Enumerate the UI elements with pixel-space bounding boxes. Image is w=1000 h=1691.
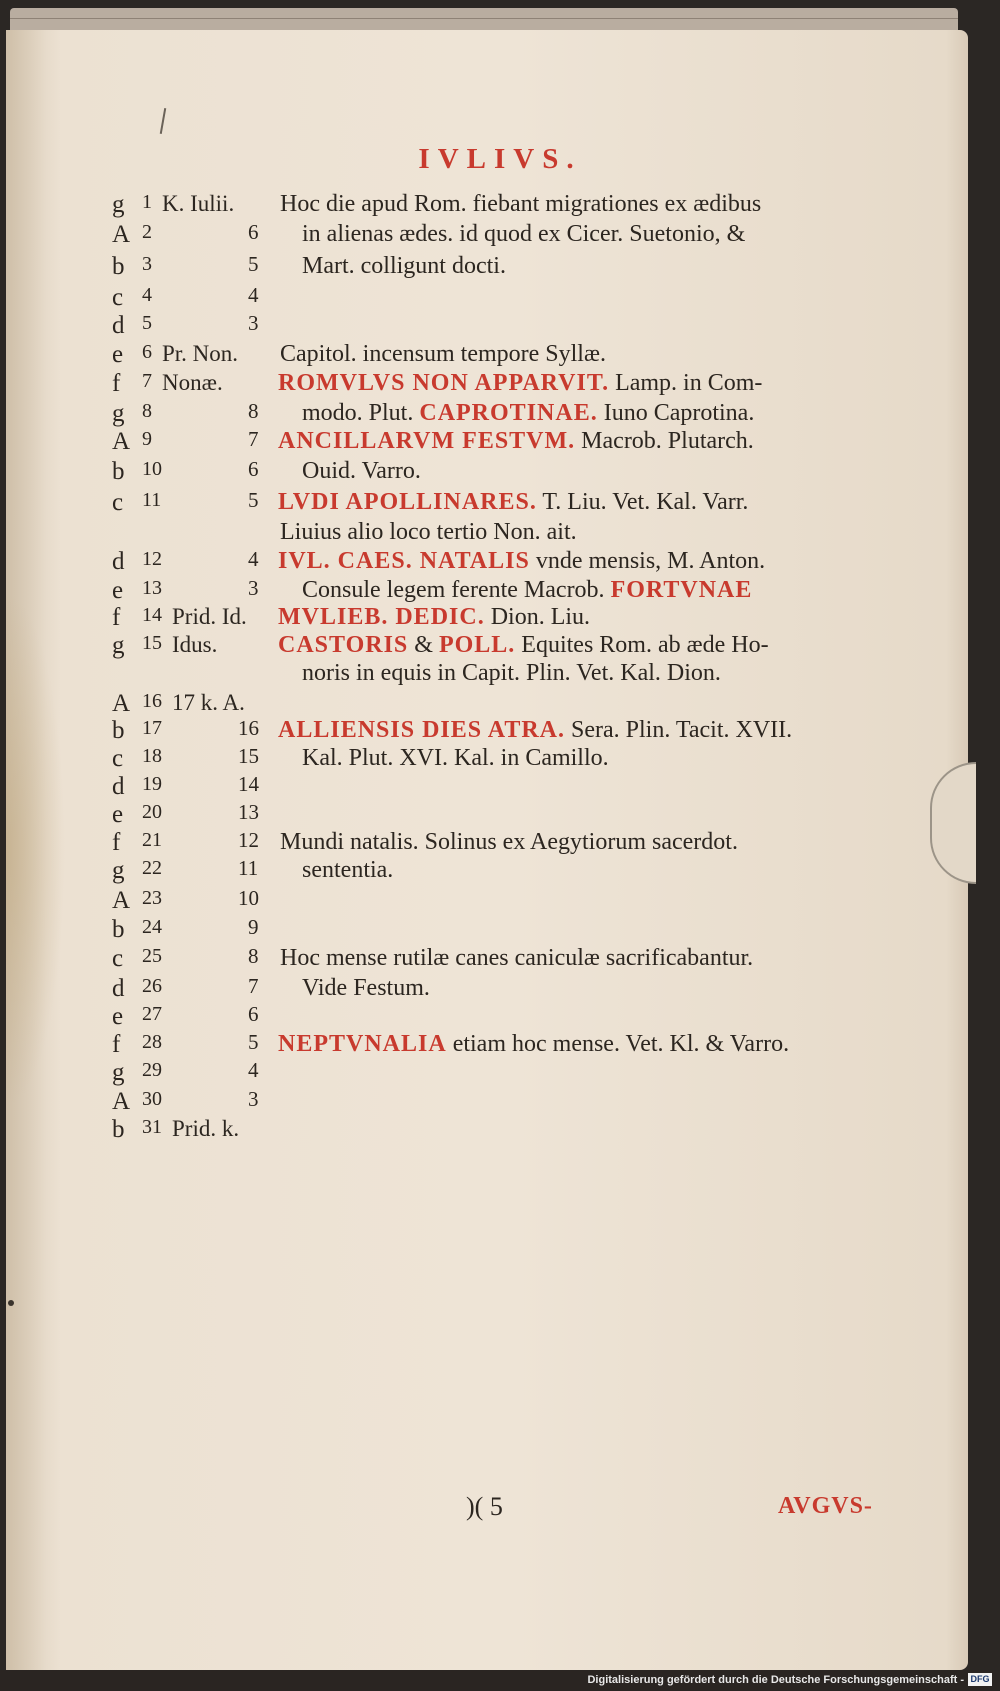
dominical-letter: g xyxy=(112,1059,125,1086)
dominical-letter: e xyxy=(112,577,124,604)
day-number: 23 xyxy=(142,887,162,909)
dominical-letter: b xyxy=(112,458,125,485)
entry-segment: Equites Rom. ab æde Ho- xyxy=(515,632,769,658)
roman-date: Idus. xyxy=(172,632,218,657)
roman-date: 16 xyxy=(238,716,259,740)
digitization-credit: Digitalisierung gefördert durch die Deutsche Forschungsgemeinschaft - xyxy=(587,1674,964,1686)
rubric-text: CAPROTINAE. xyxy=(419,400,598,426)
paper-stain xyxy=(6,590,66,1110)
dominical-letter: f xyxy=(112,604,121,631)
dominical-letter: g xyxy=(112,191,125,218)
roman-date: 13 xyxy=(238,800,259,824)
entry-text xyxy=(280,520,577,544)
entry-text xyxy=(280,192,761,216)
roman-date: K. Iulii. xyxy=(162,191,235,216)
entry-segment: T. Liu. Vet. Kal. Varr. xyxy=(536,489,749,515)
roman-date: Pr. Non. xyxy=(162,341,239,366)
entry-segment: modo. Plut. xyxy=(302,400,420,426)
roman-date: 14 xyxy=(238,772,259,796)
dominical-letter: e xyxy=(112,801,124,828)
ink-spot xyxy=(8,1300,14,1306)
roman-date: 3 xyxy=(248,576,259,600)
day-number: 30 xyxy=(142,1088,162,1110)
roman-date: 6 xyxy=(248,220,259,244)
rubric-text: CASTORIS xyxy=(278,632,409,658)
entry-segment: Macrob. Plutarch. xyxy=(575,428,754,454)
entry-text xyxy=(302,661,721,685)
day-number: 24 xyxy=(142,916,162,938)
day-number: 6 xyxy=(142,341,152,363)
roman-date: 15 xyxy=(238,744,259,768)
day-number: 5 xyxy=(142,312,152,334)
entry-text xyxy=(302,401,754,425)
roman-date: 7 xyxy=(248,427,259,451)
rubric-text: FORTVNAE xyxy=(610,577,753,603)
dominical-letter: A xyxy=(112,221,131,248)
dominical-letter: f xyxy=(112,1031,121,1058)
day-number: 11 xyxy=(142,489,162,511)
day-number: 8 xyxy=(142,400,152,422)
dfg-logo: DFG xyxy=(968,1673,992,1686)
catchword: AVGVS- xyxy=(778,1493,873,1519)
entry-segment: Liuius alio loco tertio Non. ait. xyxy=(280,519,577,545)
entry-segment: Ouid. Varro. xyxy=(302,458,421,484)
entry-text xyxy=(302,578,752,602)
entry-segment: Sera. Plin. Tacit. XVII. xyxy=(565,717,793,743)
day-number: 1 xyxy=(142,191,152,213)
entry-text xyxy=(278,605,590,629)
entry-text xyxy=(278,549,765,573)
entry-segment: Mart. colligunt docti. xyxy=(302,253,506,279)
roman-date: 4 xyxy=(248,283,259,307)
roman-date: 8 xyxy=(248,944,259,968)
entry-segment: Dion. Liu. xyxy=(484,604,591,630)
entry-segment: sententia. xyxy=(302,857,394,883)
entry-segment: etiam hoc mense. Vet. Kl. & Varro. xyxy=(446,1031,790,1057)
dominical-letter: d xyxy=(112,975,125,1002)
roman-date: 4 xyxy=(248,1058,259,1082)
entry-text xyxy=(278,429,754,453)
roman-date: 5 xyxy=(248,488,259,512)
roman-date: 17 k. A. xyxy=(172,690,245,715)
entry-segment: Iuno Caprotina. xyxy=(597,400,755,426)
roman-date: 11 xyxy=(238,856,259,880)
day-number: 15 xyxy=(142,632,162,654)
day-number: 22 xyxy=(142,857,162,879)
roman-date: 12 xyxy=(238,828,259,852)
entry-segment: Mundi natalis. Solinus ex Aegytiorum sacerdot. xyxy=(280,829,738,855)
entry-segment: & xyxy=(408,632,439,658)
dominical-letter: b xyxy=(112,717,125,744)
roman-date: 7 xyxy=(248,974,259,998)
roman-date: 10 xyxy=(238,886,259,910)
dominical-letter: d xyxy=(112,312,125,339)
day-number: 18 xyxy=(142,745,162,767)
dominical-letter: c xyxy=(112,489,124,516)
roman-date: 5 xyxy=(248,252,259,276)
entry-text xyxy=(278,718,792,742)
roman-date: 6 xyxy=(248,1002,259,1026)
roman-date: Prid. Id. xyxy=(172,604,247,629)
day-number: 28 xyxy=(142,1031,162,1053)
entry-text xyxy=(302,459,421,483)
dominical-letter: c xyxy=(112,945,124,972)
day-number: 7 xyxy=(142,370,152,392)
entry-text xyxy=(302,254,506,278)
day-number: 21 xyxy=(142,829,162,851)
dominical-letter: d xyxy=(112,548,125,575)
dominical-letter: f xyxy=(112,829,121,856)
entry-segment: noris in equis in Capit. Plin. Vet. Kal. Dion. xyxy=(302,660,721,686)
dominical-letter: d xyxy=(112,773,125,800)
roman-date: 3 xyxy=(248,1087,259,1111)
dominical-letter: A xyxy=(112,1088,131,1115)
entry-segment: Hoc mense rutilæ canes caniculæ sacrificabantur. xyxy=(280,945,754,971)
dominical-letter: e xyxy=(112,341,124,368)
day-number: 31 xyxy=(142,1116,162,1138)
day-number: 16 xyxy=(142,690,162,712)
day-number: 29 xyxy=(142,1059,162,1081)
entry-text xyxy=(302,976,430,1000)
day-number: 2 xyxy=(142,221,152,243)
entry-text xyxy=(280,342,606,366)
dominical-letter: b xyxy=(112,916,125,943)
entry-segment: Kal. Plut. XVI. Kal. in Camillo. xyxy=(302,745,609,771)
dominical-letter: c xyxy=(112,745,124,772)
dominical-letter: c xyxy=(112,284,124,311)
rubric-text: ROMVLVS NON APPARVIT. xyxy=(278,370,610,396)
dominical-letter: e xyxy=(112,1003,124,1030)
entry-text xyxy=(278,1032,789,1056)
entry-text xyxy=(278,371,762,395)
dominical-letter: b xyxy=(112,253,125,280)
rubric-text: IVL. CAES. NATALIS xyxy=(278,548,530,574)
rubric-text: ALLIENSIS DIES ATRA. xyxy=(278,717,565,743)
entry-segment: Hoc die apud Rom. fiebant migrationes ex ædibus xyxy=(280,191,762,217)
roman-date: 3 xyxy=(248,311,259,335)
day-number: 20 xyxy=(142,801,162,823)
entry-segment: Capitol. incensum tempore Syllæ. xyxy=(280,341,606,367)
day-number: 12 xyxy=(142,548,162,570)
roman-date: Nonæ. xyxy=(162,370,223,395)
day-number: 19 xyxy=(142,773,162,795)
entry-segment: Consule legem ferente Macrob. xyxy=(302,577,611,603)
rubric-text: MVLIEB. DEDIC. xyxy=(278,604,485,630)
dominical-letter: A xyxy=(112,428,131,455)
rubric-text: ANCILLARVM FESTVM. xyxy=(278,428,576,454)
entry-text xyxy=(278,490,748,514)
rubric-text: NEPTVNALIA xyxy=(278,1031,447,1057)
roman-date: 6 xyxy=(248,457,259,481)
dominical-letter: A xyxy=(112,690,131,717)
entry-text xyxy=(302,858,393,882)
dominical-letter: g xyxy=(112,632,125,659)
day-number: 27 xyxy=(142,1003,162,1025)
entry-segment: Lamp. in Com- xyxy=(609,370,763,396)
dominical-letter: A xyxy=(112,887,131,914)
day-number: 13 xyxy=(142,577,162,599)
month-title: IVLIVS. xyxy=(418,143,582,175)
day-number: 26 xyxy=(142,975,162,997)
rubric-text: POLL. xyxy=(438,632,516,658)
dominical-letter: b xyxy=(112,1116,125,1143)
dominical-letter: g xyxy=(112,857,125,884)
entry-text xyxy=(302,222,745,246)
dominical-letter: g xyxy=(112,400,125,427)
entry-text xyxy=(278,633,769,657)
roman-date: 9 xyxy=(248,915,259,939)
day-number: 4 xyxy=(142,284,152,306)
entry-segment: in alienas ædes. id quod ex Cicer. Suetonio, & xyxy=(302,221,746,247)
entry-segment: vnde mensis, M. Anton. xyxy=(529,548,766,574)
day-number: 14 xyxy=(142,604,162,626)
day-number: 25 xyxy=(142,945,162,967)
roman-date: 4 xyxy=(248,547,259,571)
dominical-letter: f xyxy=(112,370,121,397)
day-number: 3 xyxy=(142,253,152,275)
roman-date: Prid. k. xyxy=(172,1116,240,1141)
roman-date: 5 xyxy=(248,1030,259,1054)
signature-mark: )( 5 xyxy=(466,1492,503,1521)
day-number: 10 xyxy=(142,458,162,480)
roman-date: 8 xyxy=(248,399,259,423)
entry-text xyxy=(280,830,738,854)
rubric-text: LVDI APOLLINARES. xyxy=(278,489,537,515)
entry-text xyxy=(280,946,753,970)
day-number: 9 xyxy=(142,428,152,450)
day-number: 17 xyxy=(142,717,162,739)
entry-text xyxy=(302,746,609,770)
entry-segment: Vide Festum. xyxy=(302,975,430,1001)
